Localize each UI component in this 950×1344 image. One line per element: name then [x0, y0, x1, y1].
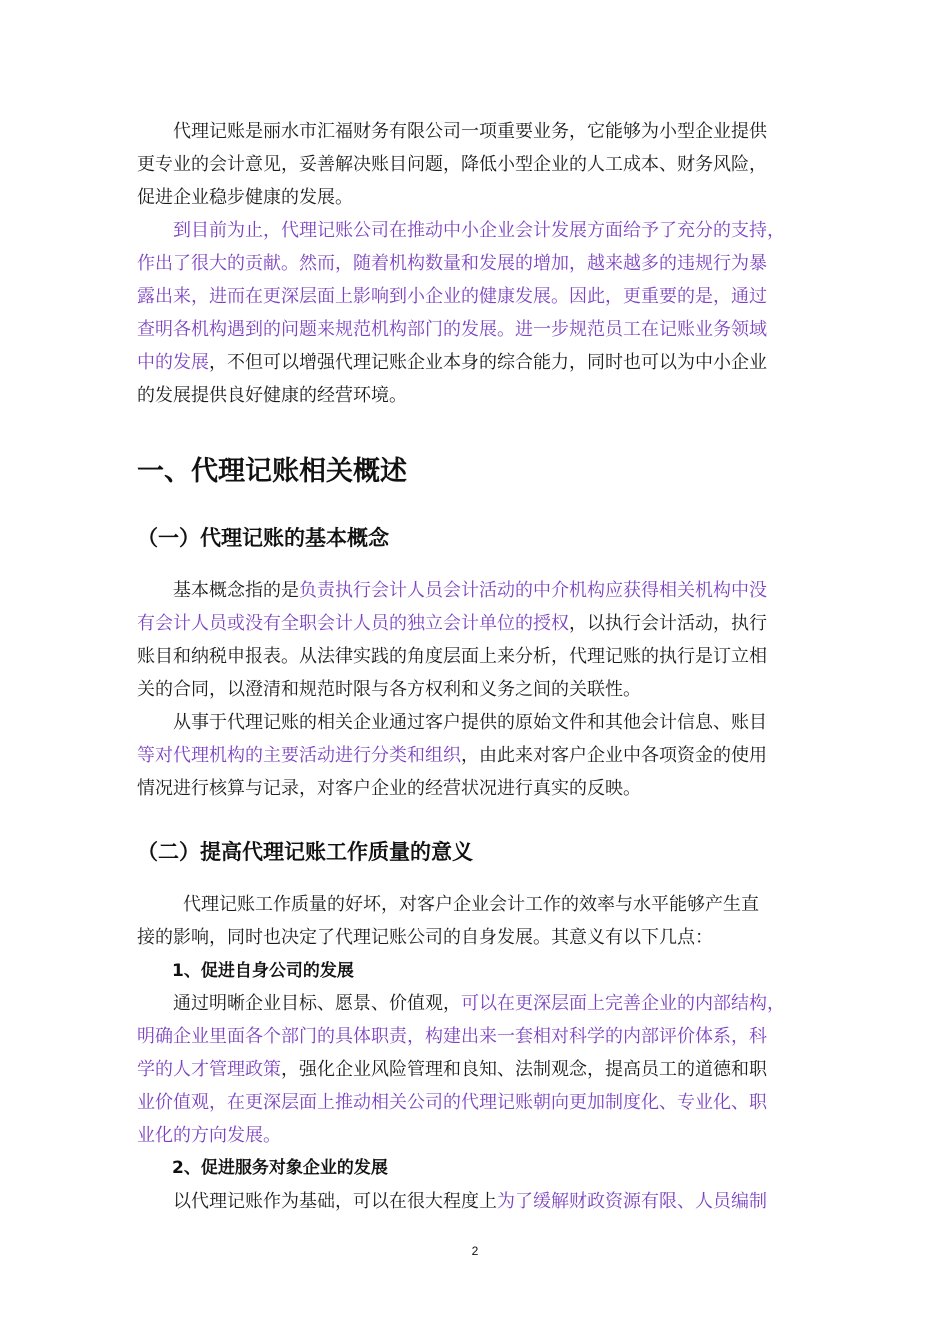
text-line — [137, 1053, 817, 1086]
text-segment: 情况进行核算与记录，对客户企业的经营状况进行真实的反映。 — [137, 778, 641, 799]
text-segment: 代理记账工作质量的好坏，对客户企业会计工作的效率与水平能够产生直 — [183, 894, 759, 915]
text-segment: 的发展提供良好健康的经营环境。 — [137, 385, 407, 406]
text-line — [137, 346, 817, 379]
text-line — [137, 148, 817, 181]
highlighted-text: 查明各机构遇到的问题来规范机构部门的发展。进一步规范员工在记账业务领域 — [137, 319, 767, 340]
text-line — [137, 1020, 817, 1053]
point-heading-2: 2、促进服务对象企业的发展 — [172, 1158, 388, 1178]
text-segment: ，不但可以增强代理记账企业本身的综合能力，同时也可以为中小企业 — [209, 352, 767, 373]
text-line — [137, 987, 817, 1020]
subsection-heading-1: （一）代理记账的基本概念 — [137, 526, 389, 550]
highlighted-text: 到目前为止，代理记账公司在推动中小企业会计发展方面给予了充分的支持， — [173, 220, 785, 241]
text-line — [137, 214, 817, 247]
text-line — [137, 921, 817, 954]
point-paragraph-2 — [137, 1185, 817, 1218]
text-line — [137, 280, 817, 313]
text-line — [137, 1086, 817, 1119]
text-segment: 账目和纳税申报表。从法律实践的角度层面上来分析，代理记账的执行是订立相 — [137, 646, 767, 667]
text-line — [137, 115, 817, 148]
text-segment: 关的合同，以澄清和规范时限与各方权利和义务之间的关联性。 — [137, 679, 641, 700]
highlighted-text: 为了缓解财政资源有限、人员编制 — [497, 1191, 767, 1212]
highlighted-text: 负责执行会计人员会计活动的中介机构应获得相关机构中没 — [299, 580, 767, 601]
text-line — [137, 574, 817, 607]
text-segment: 促进企业稳步健康的发展。 — [137, 187, 353, 208]
highlighted-text: 露出来，进而在更深层面上影响到小企业的健康发展。因此，更重要的是，通过 — [137, 286, 767, 307]
text-line — [137, 247, 817, 280]
concept-paragraph-2 — [137, 706, 817, 805]
text-line — [137, 181, 817, 214]
highlighted-text: 有会计人员或没有全职会计人员的独立会计单位的授权 — [137, 613, 569, 634]
text-line — [137, 1185, 817, 1218]
text-line — [137, 772, 817, 805]
text-segment: 基本概念指的是 — [173, 580, 299, 601]
point-heading-1: 1、促进自身公司的发展 — [172, 961, 354, 981]
text-segment: 从事于代理记账的相关企业通过客户提供的原始文件和其他会计信息、账目 — [173, 712, 767, 733]
text-segment: 更专业的会计意见，妥善解决账目问题，降低小型企业的人工成本、财务风险， — [137, 154, 767, 175]
highlighted-text: 可以在更深层面上完善企业的内部结构， — [461, 993, 785, 1014]
highlighted-text: 中的发展 — [137, 352, 209, 373]
text-line — [137, 313, 817, 346]
text-segment: ，强化企业风险管理和良知、法制观念，提高员工的道德和职 — [281, 1059, 767, 1080]
point-paragraph-1 — [137, 987, 817, 1152]
section-heading: 一、代理记账相关概述 — [137, 456, 407, 487]
text-line — [137, 640, 817, 673]
text-segment: 通过明晰企业目标、愿景、价值观， — [173, 993, 461, 1014]
text-segment: 代理记账是丽水市汇福财务有限公司一项重要业务，它能够为小型企业提供 — [173, 121, 767, 142]
highlighted-text: 业化的方向发展。 — [137, 1125, 281, 1146]
page-number: 2 — [471, 1244, 479, 1258]
text-segment: ，以执行会计活动，执行 — [569, 613, 767, 634]
significance-paragraph — [137, 888, 817, 954]
text-line — [137, 379, 817, 412]
highlighted-text: 学的人才管理政策 — [137, 1059, 281, 1080]
highlighted-text: 等对代理机构的主要活动进行分类和组织 — [137, 745, 461, 766]
highlighted-text: 明确企业里面各个部门的具体职责，构建出来一套相对科学的内部评价体系，科 — [137, 1026, 767, 1047]
text-line — [137, 888, 817, 921]
highlighted-text: 业价值观， — [137, 1092, 227, 1113]
highlighted-text: 在更深层面上推动相关公司的代理记账朝向更加制度化、专业化、职 — [227, 1092, 767, 1113]
intro-paragraph-2 — [137, 214, 817, 412]
text-line — [137, 607, 817, 640]
text-line — [137, 1119, 817, 1152]
text-segment: ，由此来对客户企业中各项资金的使用 — [461, 745, 767, 766]
text-line — [137, 706, 817, 739]
highlighted-text: 作出了很大的贡献。然而，随着机构数量和发展的增加，越来越多的违规行为暴 — [137, 253, 767, 274]
text-line — [137, 673, 817, 706]
text-segment: 以代理记账作为基础，可以在很大程度上 — [173, 1191, 497, 1212]
intro-paragraph-1 — [137, 115, 817, 214]
text-line — [137, 739, 817, 772]
text-segment: 接的影响，同时也决定了代理记账公司的自身发展。其意义有以下几点： — [137, 927, 713, 948]
subsection-heading-2: （二）提高代理记账工作质量的意义 — [137, 840, 473, 864]
concept-paragraph-1 — [137, 574, 817, 706]
